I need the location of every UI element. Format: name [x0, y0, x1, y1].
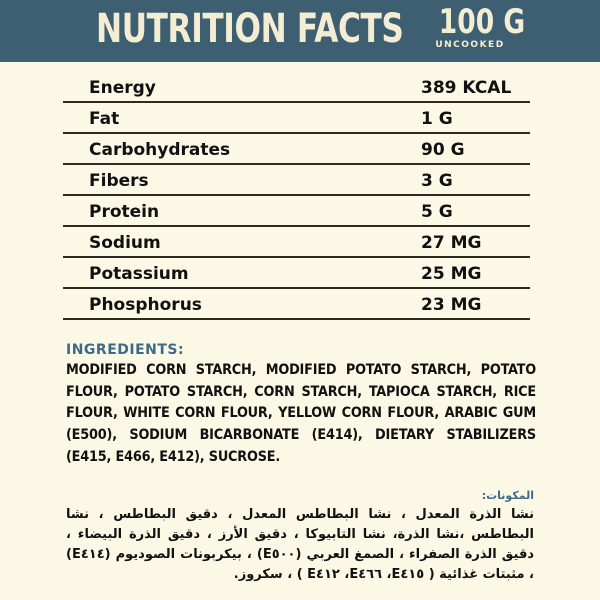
ingredients-text-arabic: نشا الذرة المعدل ، نشا البطاطس المعدل ، دقيق البطاطس ، نشا البطاطس ،نشا الذرة، نشا التابيوكا ، دقيق الأرز ، دقيق الذرة البيضاء ، دقيق الذرة الصفراء ، الصمغ العربي (E٥٠٠) ، بيكربونات الصوديوم (E٤١٤) ، مثبتات غذائية ( E٤١٥، E٤٦٦، E٤١٢ ) ، سكروز. [66, 507, 534, 582]
nutrient-value: 27 MG [421, 233, 482, 253]
nutrient-row-sodium [63, 227, 530, 258]
nutrient-value: 23 MG [421, 295, 482, 315]
serving-size [430, 2, 526, 51]
nutrient-row-protein [63, 196, 530, 227]
nutrient-label: Potassium [89, 264, 189, 284]
nutrient-row-fat [63, 103, 530, 134]
nutrient-label: Phosphorus [89, 295, 202, 315]
nutrient-row-fibers [63, 165, 530, 196]
ingredients-heading: INGREDIENTS: [66, 342, 185, 358]
nutrient-label: Sodium [89, 233, 161, 253]
nutrient-value: 3 G [421, 171, 453, 191]
ingredients-text: MODIFIED CORN STARCH, MODIFIED POTATO STARCH, POTATO FLOUR, POTATO STARCH, CORN STARCH, TAPIOCA STARCH, RICE FLOUR, WHITE CORN FLOUR, YELLOW CORN FLOUR, ARABIC GUM (E500), SODIUM BICARBONATE (E414), DIETARY STABILIZERS (E415, E466, E412), SUCROSE. [66, 362, 536, 465]
nutrient-label: Protein [89, 202, 160, 222]
nutrient-row-potassium [63, 258, 530, 289]
serving-note: UNCOOKED [435, 40, 505, 50]
serving-amount: 100 G [438, 2, 526, 42]
nutrient-value: 389 KCAL [421, 78, 512, 98]
nutrient-value: 5 G [421, 202, 453, 222]
nutrient-row-energy [63, 72, 530, 103]
ingredients-heading-arabic: المكونات: [481, 489, 534, 502]
nutrient-label: Carbohydrates [89, 140, 231, 160]
nutrient-row-carbohydrates [63, 134, 530, 165]
page-title: NUTRITION FACTS [96, 6, 404, 52]
nutrient-value: 25 MG [421, 264, 482, 284]
nutrition-table [63, 72, 530, 320]
nutrient-row-phosphorus [63, 289, 530, 320]
nutrient-label: Fibers [89, 171, 149, 191]
nutrient-label: Fat [89, 109, 120, 129]
header-bar [0, 0, 600, 62]
nutrient-value: 1 G [421, 109, 453, 129]
nutrient-label: Energy [89, 78, 156, 98]
nutrient-value: 90 G [421, 140, 465, 160]
